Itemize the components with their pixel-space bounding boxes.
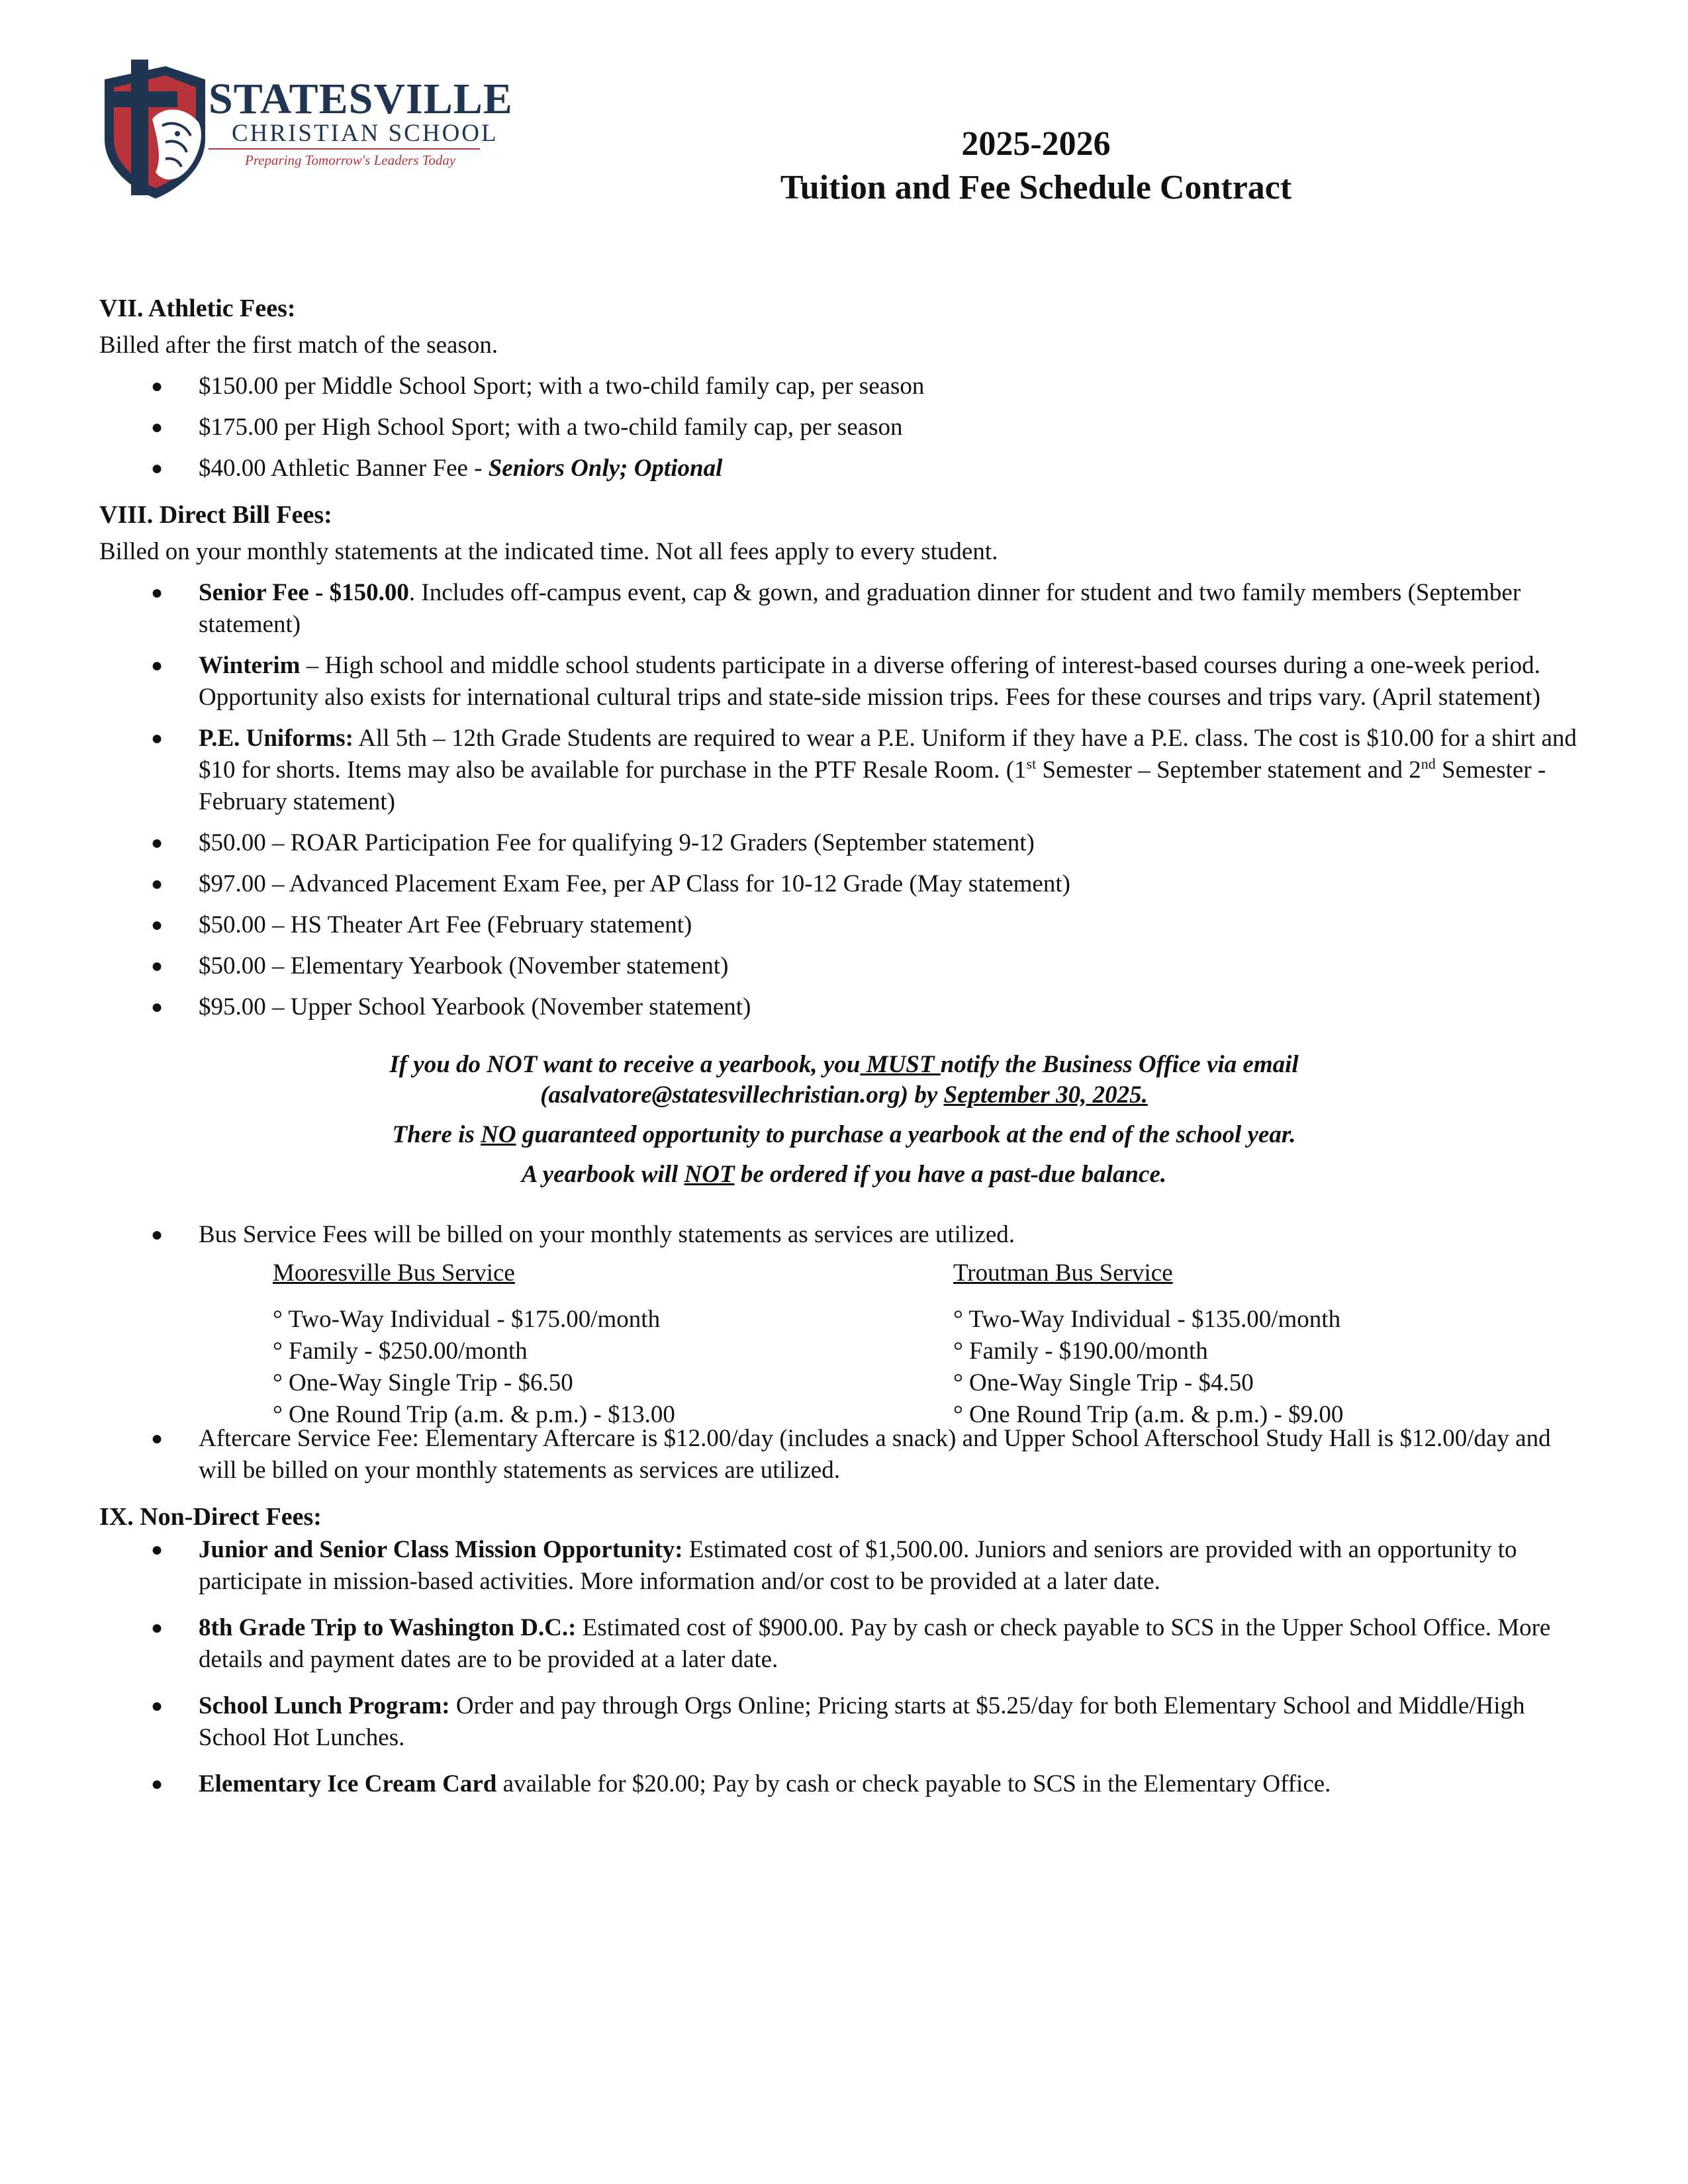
list-item-winterim: ● Winterim – High school and middle school students participate in a diverse offering of interest-based courses during a one-week period. Opportunity also exists for international cultural trips and state-side mission trips. Fees for these courses and trips vary. (April statement) (151, 652, 1541, 711)
list-item: ● $175.00 per High School Sport; with a two-child family cap, per season (151, 414, 903, 441)
direct-bill-list (99, 577, 1589, 1023)
bus-fee-line: ° Family - $250.00/month (273, 1338, 528, 1365)
school-tagline: Preparing Tomorrow's Leaders Today (245, 152, 456, 168)
notice-line-1: If you do NOT want to receive a yearbook, you MUST notify the Business Office via email (389, 1051, 1299, 1078)
notice-line-3: There is NO guaranteed opportunity to purchase a yearbook at the end of the school year. (392, 1121, 1296, 1148)
bus-fee-line: ° One-Way Single Trip - $6.50 (273, 1369, 573, 1396)
document-title (662, 122, 1410, 210)
athletic-fees-list (99, 371, 1589, 484)
list-item-pe-uniforms: ● P.E. Uniforms: All 5th – 12th Grade Students are required to wear a P.E. Uniform if they have a P.E. class. The cost is $10.00 for a shirt and $10 for shorts. Items may also be available for purchase in the PTF Resale Room. (1st Semester – September statement and 2nd Semester - February statement) (151, 725, 1577, 815)
bus-fee-line: ° Two-Way Individual - $175.00/month (273, 1306, 661, 1333)
document-body (99, 291, 1589, 1800)
troutman-bus-title: Troutman Bus Service (953, 1259, 1173, 1287)
school-logo (99, 60, 513, 205)
mooresville-bus-title: Mooresville Bus Service (273, 1259, 515, 1287)
list-item: ● $50.00 – Elementary Yearbook (November statement) (151, 952, 729, 979)
list-item-bus-fees: ● Bus Service Fees will be billed on your monthly statements as services are utilized. (151, 1221, 1015, 1248)
non-direct-fees-list (99, 1534, 1589, 1800)
contract-title: Tuition and Fee Schedule Contract (780, 169, 1292, 206)
list-item: ● $50.00 – ROAR Participation Fee for qualifying 9-12 Graders (September statement) (151, 829, 1035, 856)
mooresville-bus-column (273, 1257, 802, 1431)
notice-line-2: (asalvatore@statesvillechristian.org) by September 30, 2025. (540, 1081, 1148, 1109)
list-item-lunch: ● School Lunch Program: Order and pay through Orgs Online; Pricing starts at $5.25/day for both Elementary School and Middle/High School Hot Lunches. (151, 1692, 1525, 1751)
troutman-bus-column (953, 1257, 1483, 1431)
notice-line-4: A yearbook will NOT be ordered if you have a past-due balance. (521, 1161, 1167, 1188)
section-athletic-fees-heading: VII. Athletic Fees: (99, 295, 296, 322)
list-item: ● $97.00 – Advanced Placement Exam Fee, per AP Class for 10-12 Grade (May statement) (151, 870, 1070, 897)
bus-fee-line: ° One-Way Single Trip - $4.50 (953, 1369, 1254, 1396)
section-non-direct-heading: IX. Non-Direct Fees: (99, 1503, 322, 1531)
section-direct-bill-heading: VIII. Direct Bill Fees: (99, 501, 332, 529)
list-item: ● $95.00 – Upper School Yearbook (November statement) (151, 993, 751, 1021)
school-name: STATESVILLE (209, 75, 513, 123)
list-item-aftercare: ● Aftercare Service Fee: Elementary Aftercare is $12.00/day (includes a snack) and Upper School Afterschool Study Hall is $12.00/day and will be billed on your monthly statements as services are utilized. (151, 1425, 1551, 1484)
athletic-fees-intro: Billed after the first match of the season. (99, 332, 498, 359)
school-subtitle: CHRISTIAN SCHOOL (232, 120, 498, 147)
logo-divider (209, 148, 480, 150)
bus-fee-line: ° One Round Trip (a.m. & p.m.) - $9.00 (953, 1401, 1344, 1428)
list-item-mission: ● Junior and Senior Class Mission Opportunity: Estimated cost of $1,500.00. Juniors and seniors are provided with an opportunity to participate in mission-based activities. More information and/or cost to be provided at a later date. (151, 1536, 1517, 1595)
bus-fee-line: ° Family - $190.00/month (953, 1338, 1208, 1365)
list-item: ● $150.00 per Middle School Sport; with a two-child family cap, per season (151, 373, 925, 400)
yearbook-notice (99, 1050, 1589, 1190)
school-year: 2025-2026 (961, 125, 1111, 163)
list-item-dc-trip: ● 8th Grade Trip to Washington D.C.: Estimated cost of $900.00. Pay by cash or check payable to SCS in the Upper School Office. More details and payment dates are to be provided at a later date. (151, 1614, 1551, 1673)
direct-bill-intro: Billed on your monthly statements at the indicated time. Not all fees apply to every student. (99, 538, 998, 565)
shield-icon (99, 60, 212, 202)
list-item: ● $50.00 – HS Theater Art Fee (February statement) (151, 911, 692, 938)
list-item: ● $40.00 Athletic Banner Fee - Seniors Only; Optional (151, 455, 723, 482)
bus-fee-line: ° One Round Trip (a.m. & p.m.) - $13.00 (273, 1401, 675, 1428)
list-item-senior-fee: ● Senior Fee - $150.00. Includes off-campus event, cap & gown, and graduation dinner for student and two family members (September statement) (151, 579, 1521, 638)
list-item-ice-cream: ● Elementary Ice Cream Card available for $20.00; Pay by cash or check payable to SCS in the Elementary Office. (151, 1770, 1331, 1797)
bus-fee-line: ° Two-Way Individual - $135.00/month (953, 1306, 1341, 1333)
bus-service-list (99, 1219, 1589, 1251)
aftercare-list (99, 1423, 1589, 1486)
bus-service-table (99, 1257, 1589, 1428)
